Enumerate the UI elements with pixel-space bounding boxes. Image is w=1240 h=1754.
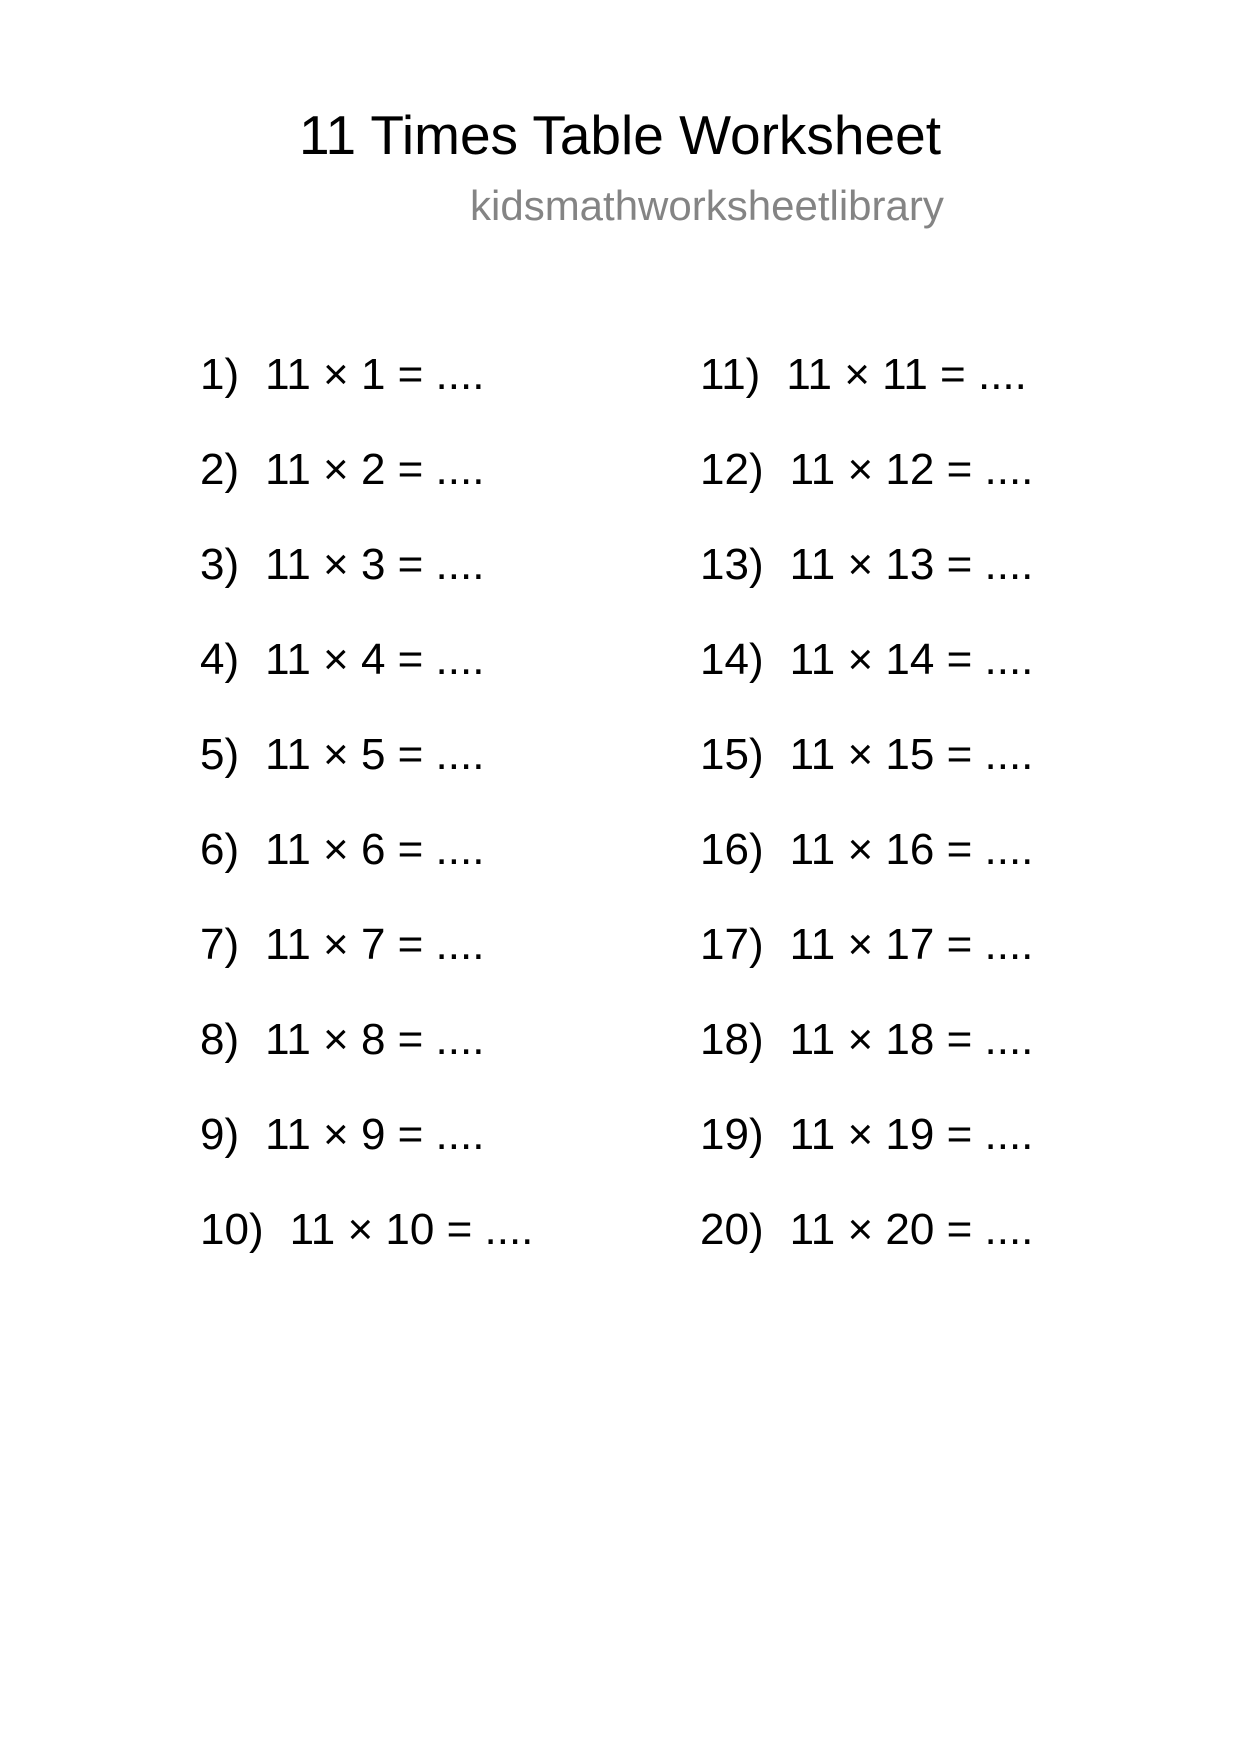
problem-item bbox=[200, 1105, 533, 1200]
problem-item bbox=[700, 535, 1033, 630]
problem-expression: 11 × 4 = .... bbox=[265, 635, 485, 684]
problem-number: 8) bbox=[200, 1015, 240, 1064]
problem-number: 2) bbox=[200, 445, 240, 494]
problem-item bbox=[200, 1010, 533, 1105]
problem-item bbox=[700, 1010, 1033, 1105]
problem-item bbox=[700, 1105, 1033, 1200]
problem-expression: 11 × 18 = .... bbox=[789, 1015, 1034, 1064]
problem-column-left bbox=[200, 345, 533, 1295]
problem-number: 19) bbox=[700, 1110, 764, 1159]
problem-item bbox=[700, 1200, 1033, 1295]
problem-expression: 11 × 14 = .... bbox=[789, 635, 1034, 684]
problem-expression: 11 × 12 = .... bbox=[789, 445, 1034, 494]
problem-expression: 11 × 15 = .... bbox=[789, 730, 1034, 779]
page-subtitle: kidsmathworksheetlibrary bbox=[470, 182, 944, 229]
problem-expression: 11 × 8 = .... bbox=[265, 1015, 485, 1064]
problem-number: 13) bbox=[700, 540, 764, 589]
problem-number: 5) bbox=[200, 730, 240, 779]
problem-item bbox=[700, 725, 1033, 820]
problem-expression: 11 × 1 = .... bbox=[265, 350, 485, 399]
problem-number: 11) bbox=[700, 350, 761, 399]
problem-expression: 11 × 9 = .... bbox=[265, 1110, 485, 1159]
problem-number: 6) bbox=[200, 825, 240, 874]
problem-item bbox=[200, 915, 533, 1010]
problem-item bbox=[200, 820, 533, 915]
problem-item bbox=[200, 1200, 533, 1295]
problem-number: 10) bbox=[200, 1205, 264, 1254]
problem-expression: 11 × 11 = .... bbox=[786, 350, 1027, 399]
problem-item bbox=[700, 915, 1033, 1010]
problem-number: 15) bbox=[700, 730, 764, 779]
problem-expression: 11 × 17 = .... bbox=[789, 920, 1034, 969]
problem-number: 16) bbox=[700, 825, 764, 874]
problem-number: 12) bbox=[700, 445, 764, 494]
problem-expression: 11 × 6 = .... bbox=[265, 825, 485, 874]
problem-number: 1) bbox=[200, 350, 240, 399]
problem-expression: 11 × 13 = .... bbox=[789, 540, 1034, 589]
problem-expression: 11 × 16 = .... bbox=[789, 825, 1034, 874]
problem-expression: 11 × 7 = .... bbox=[265, 920, 485, 969]
problem-item bbox=[700, 345, 1033, 440]
problem-item bbox=[200, 630, 533, 725]
problem-expression: 11 × 2 = .... bbox=[265, 445, 485, 494]
problem-number: 18) bbox=[700, 1015, 764, 1064]
problem-item bbox=[700, 630, 1033, 725]
problem-item bbox=[200, 535, 533, 630]
problem-column-right bbox=[700, 345, 1033, 1295]
problem-number: 14) bbox=[700, 635, 764, 684]
page-title: 11 Times Table Worksheet bbox=[299, 104, 941, 166]
problem-number: 7) bbox=[200, 920, 240, 969]
problem-number: 20) bbox=[700, 1205, 764, 1254]
problem-expression: 11 × 5 = .... bbox=[265, 730, 485, 779]
problem-number: 17) bbox=[700, 920, 764, 969]
problem-expression: 11 × 20 = .... bbox=[789, 1205, 1034, 1254]
problem-item bbox=[700, 820, 1033, 915]
problem-expression: 11 × 3 = .... bbox=[265, 540, 485, 589]
problem-expression: 11 × 10 = .... bbox=[289, 1205, 534, 1254]
problem-item bbox=[200, 440, 533, 535]
problem-item bbox=[700, 440, 1033, 535]
problem-item bbox=[200, 725, 533, 820]
problem-expression: 11 × 19 = .... bbox=[789, 1110, 1034, 1159]
problem-item bbox=[200, 345, 533, 440]
problem-number: 3) bbox=[200, 540, 240, 589]
problem-number: 4) bbox=[200, 635, 240, 684]
problem-number: 9) bbox=[200, 1110, 240, 1159]
